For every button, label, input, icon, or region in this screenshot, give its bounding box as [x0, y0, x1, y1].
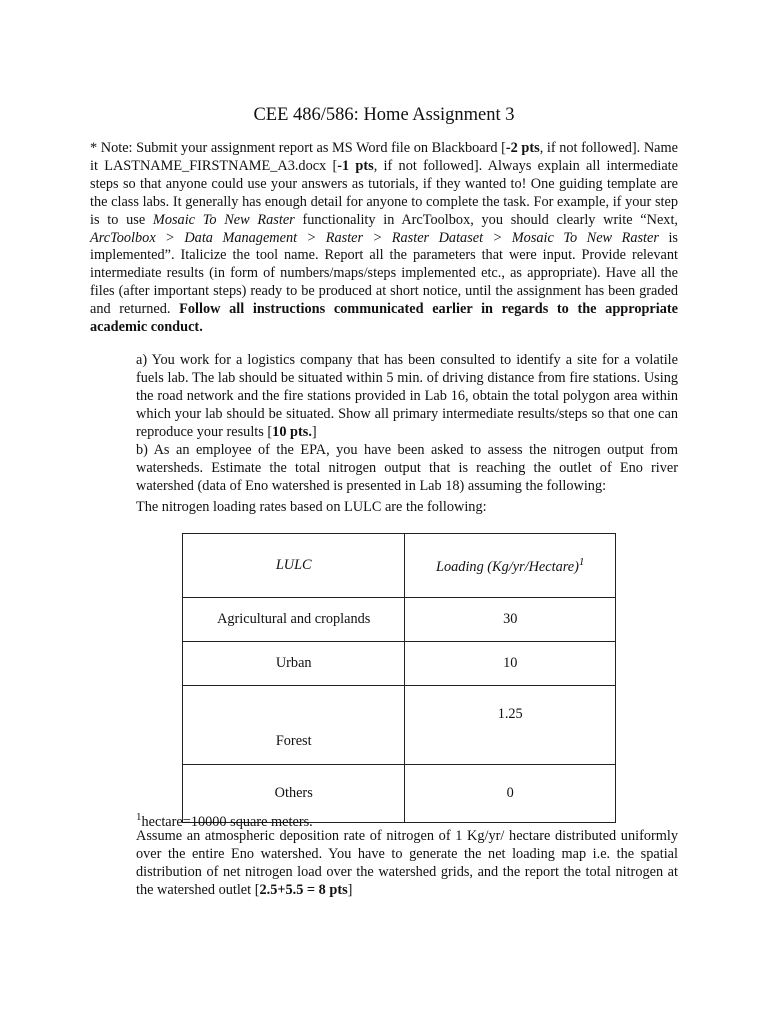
- note-text-5: is implemented”. Italicize the tool name. Report all the parameters that were input. Provide relevant intermediate results (in form of numbers/maps/steps implemented etc., as appropriate). Have all the files (after important steps) ready to be produced at short notice, until the assignment has been graded and returned.: [90, 229, 678, 318]
- footnote-mark: 1: [136, 811, 142, 823]
- deposition-points: 2.5+5.5 = 8 pts: [259, 881, 348, 898]
- table-cell-loading: 30: [405, 598, 616, 642]
- table-cell-lulc: Urban: [183, 642, 405, 686]
- note-tool-path: ArcToolbox > Data Management > Raster > Raster Dataset > Mosaic To New Raster: [90, 229, 659, 246]
- table-header-loading: [405, 534, 616, 598]
- table-cell-loading: 1.25: [405, 686, 616, 765]
- note-text-4: functionality in ArcToolbox, you should clearly write “Next,: [294, 211, 679, 228]
- table-header-footnote-mark: 1: [578, 555, 585, 568]
- note-tool-name: Mosaic To New Raster: [152, 211, 295, 228]
- footnote-text: hectare=10000 square meters.: [141, 813, 313, 830]
- table-row: [183, 686, 616, 765]
- question-a-text: a) You work for a logistics company that has been consulted to identify a site for a volatile fuels lab. The lab should be situated within 5 min. of driving distance from fire stations. Using the road network and the fire stations provided in Lab 16, obtain the total polygon area within which your lab should be situated. Show all primary intermediate results/steps so that one can reproduce your results [: [136, 352, 678, 440]
- table-row: [183, 598, 616, 642]
- loading-intro: The nitrogen loading rates based on LULC are the following:: [136, 499, 487, 515]
- table-header-lulc: LULC: [183, 534, 405, 598]
- table-cell-lulc: Agricultural and croplands: [183, 598, 405, 642]
- note-penalty-2: -1 pts: [337, 157, 374, 174]
- question-a: [136, 352, 678, 442]
- note-penalty-1: -2 pts: [505, 140, 540, 156]
- question-b: [136, 442, 678, 496]
- table-cell-lulc: Others: [183, 765, 405, 823]
- submission-note: [90, 140, 678, 337]
- note-text-3: , if not followed]. Always explain all intermediate steps so that anyone could use your answers as tutorials, if they wanted to! One guiding template are the class labs. It generally has enough detail for anyone to complete the task. For example, if your step is to use: [90, 157, 679, 228]
- page-title: CEE 486/586: Home Assignment 3: [253, 105, 515, 125]
- deposition-close: ]: [347, 881, 353, 898]
- note-conduct: Follow all instructions communicated earlier in regards to the appropriate academic conduct.: [90, 301, 678, 336]
- table-row: [183, 642, 616, 686]
- table-header-loading-label: Loading (Kg/yr/Hectare): [436, 558, 579, 575]
- note-text-1: * Note: Submit your assignment report as MS Word file on Blackboard [: [90, 140, 506, 156]
- deposition-text: Assume an atmospheric deposition rate of nitrogen of 1 Kg/yr/ hectare distributed uniformly over the entire Eno watershed. You have to generate the net loading map i.e. the spatial distribution of net nitrogen load over the watershed grids, and the report the total nitrogen at the watershed outlet [: [136, 828, 678, 898]
- table-header-row: [183, 534, 616, 598]
- note-text-2: , if not followed]. Name it LASTNAME_FIRSTNAME_A3.docx [: [90, 140, 678, 174]
- question-a-points: 10 pts.: [272, 423, 312, 440]
- deposition-paragraph: [136, 828, 678, 900]
- table-cell-loading: 0: [405, 765, 616, 823]
- loading-table: [182, 533, 616, 823]
- table-cell-loading: 10: [405, 642, 616, 686]
- question-a-close: ]: [311, 423, 317, 440]
- table-cell-lulc: Forest: [183, 686, 405, 765]
- question-b-text: b) As an employee of the EPA, you have been asked to assess the nitrogen output from watersheds. Estimate the total nitrogen output that is reaching the outlet of Eno river watershed (data of Eno watershed is presented in Lab 18) assuming the following:: [136, 442, 678, 494]
